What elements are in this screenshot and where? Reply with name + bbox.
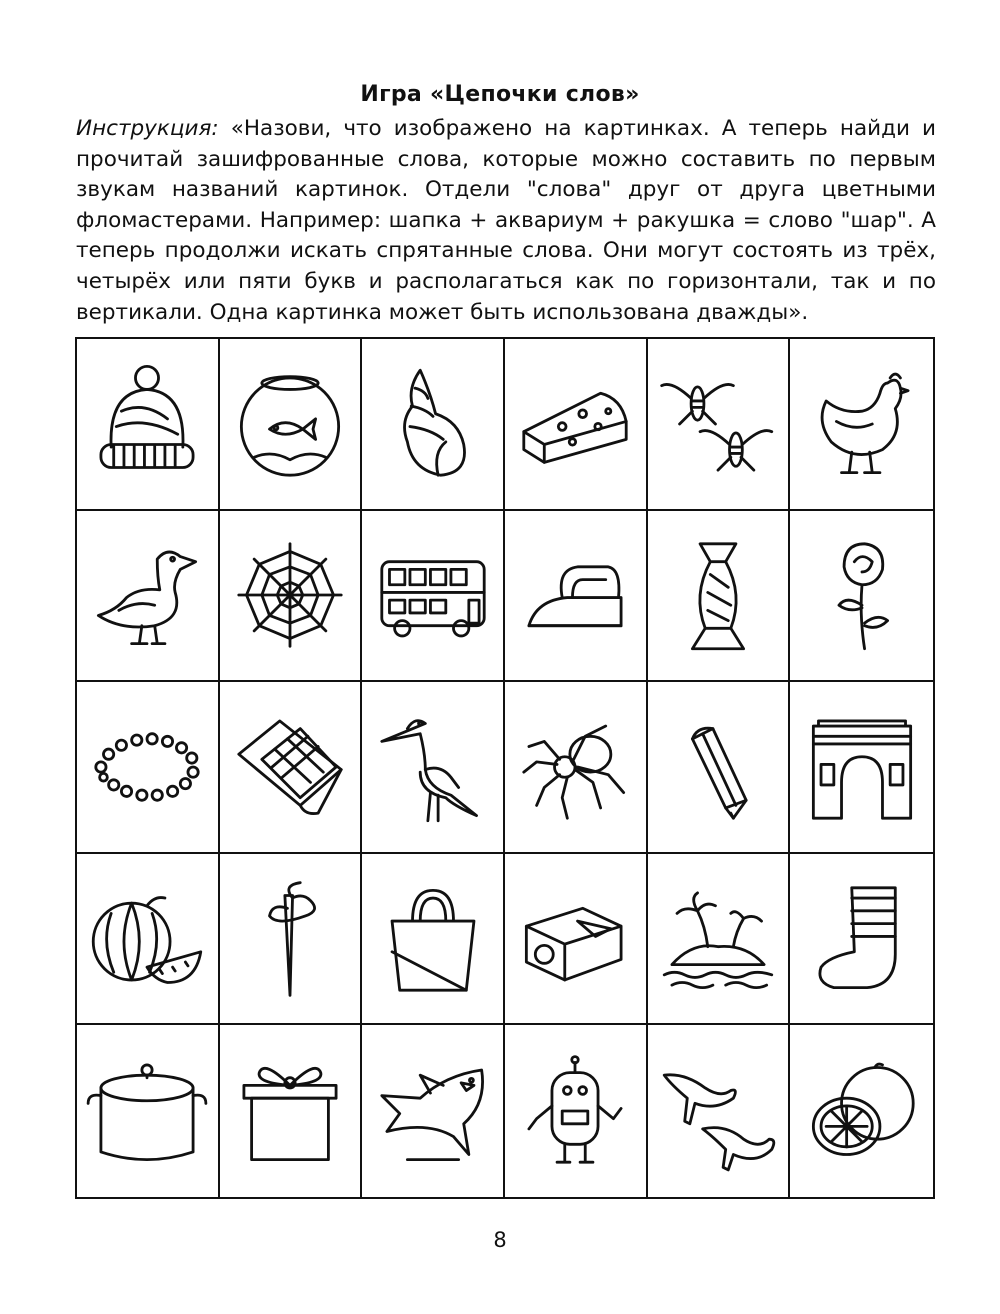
cell-wasps[interactable] [648, 339, 791, 511]
cell-spider[interactable] [505, 682, 648, 854]
sock-icon [798, 875, 926, 1003]
cell-shark[interactable] [362, 1025, 505, 1197]
robot-icon [511, 1047, 639, 1175]
fishbowl-icon [226, 360, 354, 488]
cell-hat[interactable] [77, 339, 220, 511]
shoes-icon [654, 1047, 782, 1175]
orange-icon [798, 1047, 926, 1175]
hat-icon [83, 360, 211, 488]
pencil-icon [654, 703, 782, 831]
cell-duck[interactable] [77, 511, 220, 683]
cell-bag[interactable] [362, 854, 505, 1026]
instruction-label: Инструкция: [76, 116, 219, 141]
cell-arch[interactable] [790, 682, 933, 854]
cell-fishbowl[interactable] [220, 339, 363, 511]
gift-icon [226, 1047, 354, 1175]
page-title: Игра «Цепочки слов» [360, 82, 640, 107]
needle-icon [226, 875, 354, 1003]
stork-icon [369, 703, 497, 831]
page-number: 8 [493, 1228, 507, 1252]
cell-candy[interactable] [648, 511, 791, 683]
cell-sharpener[interactable] [505, 854, 648, 1026]
cell-island[interactable] [648, 854, 791, 1026]
pot-icon [83, 1047, 211, 1175]
rose-icon [798, 531, 926, 659]
cell-stork[interactable] [362, 682, 505, 854]
cell-bus[interactable] [362, 511, 505, 683]
cell-gift[interactable] [220, 1025, 363, 1197]
cell-cheese[interactable] [505, 339, 648, 511]
picture-grid [75, 337, 935, 1199]
cell-robot[interactable] [505, 1025, 648, 1197]
shark-icon [369, 1047, 497, 1175]
spiderweb-icon [226, 531, 354, 659]
bus-icon [369, 531, 497, 659]
instruction-paragraph [76, 114, 936, 328]
cell-rose[interactable] [790, 511, 933, 683]
cell-watermelon[interactable] [77, 854, 220, 1026]
cell-shoes[interactable] [648, 1025, 791, 1197]
hen-icon [798, 360, 926, 488]
candy-icon [654, 531, 782, 659]
cell-sock[interactable] [790, 854, 933, 1026]
cell-hen[interactable] [790, 339, 933, 511]
cell-iron[interactable] [505, 511, 648, 683]
duck-icon [83, 531, 211, 659]
beads-icon [83, 703, 211, 831]
cell-beads[interactable] [77, 682, 220, 854]
cell-chocolate[interactable] [220, 682, 363, 854]
seashell-icon [369, 360, 497, 488]
cell-seashell[interactable] [362, 339, 505, 511]
wasps-icon [654, 360, 782, 488]
cell-pencil[interactable] [648, 682, 791, 854]
arch-icon [798, 703, 926, 831]
island-icon [654, 875, 782, 1003]
spider-icon [511, 703, 639, 831]
cell-needle[interactable] [220, 854, 363, 1026]
bag-icon [369, 875, 497, 1003]
sharpener-icon [511, 875, 639, 1003]
cell-orange[interactable] [790, 1025, 933, 1197]
cell-spiderweb[interactable] [220, 511, 363, 683]
cheese-icon [511, 360, 639, 488]
instruction-text: «Назови, что изображено на картинках. А теперь найди и прочитай зашифрованные слова, которые можно составить по первым звукам названий картинок. Отдели "слова" друг от друга цветными фломастерами. Например: шапка + аквариум + ракушка = слово "шар". А теперь продолжи искать спрятанные слова. Они могут состоять из трёх, четырёх или пяти букв и располагаться как по горизонтали, так и по вертикали. Одна картинка может быть использована дважды». [76, 116, 936, 325]
watermelon-icon [83, 875, 211, 1003]
cell-pot[interactable] [77, 1025, 220, 1197]
chocolate-icon [226, 703, 354, 831]
iron-icon [511, 531, 639, 659]
